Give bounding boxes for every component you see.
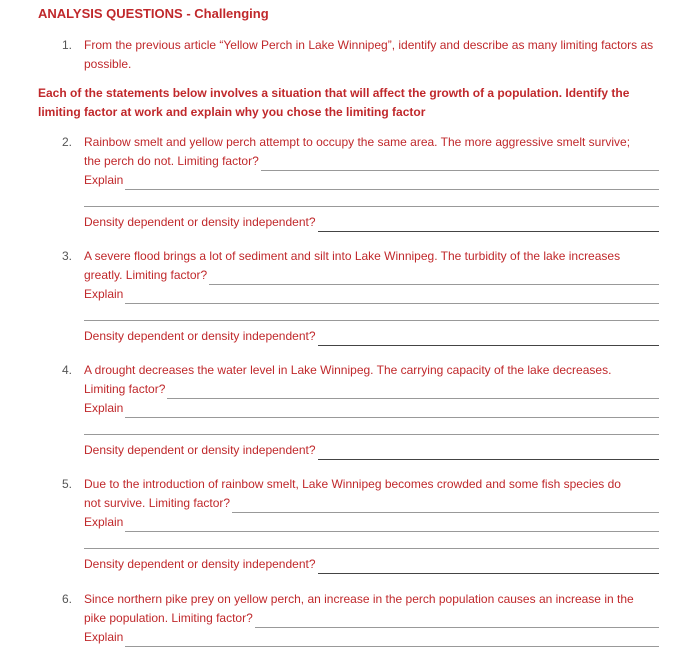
limiting-factor-answer-line[interactable] (232, 499, 659, 513)
question-number: 6. (62, 592, 73, 606)
question-text-line: A severe flood brings a lot of sediment and silt into Lake Winnipeg. The turbidity of the lake increases (84, 249, 621, 263)
explain-answer-line-2[interactable] (84, 529, 659, 549)
instructions: Each of the statements below involves a situation that will affect the growth of a population. Identify the limiting factor at work and explain why you chose the limiting factor (38, 86, 630, 119)
explain-answer-line[interactable] (125, 176, 659, 190)
explain-answer-line-2[interactable] (84, 301, 659, 321)
question-number: 2. (62, 135, 73, 149)
explain-answer-line[interactable] (125, 518, 659, 532)
limiting-factor-prompt: pike population. Limiting factor? (84, 611, 253, 625)
question-text-line: Rainbow smelt and yellow perch attempt to occupy the same area. The more aggressive smelt survive; (84, 135, 631, 149)
explain-answer-line[interactable] (125, 633, 659, 647)
limiting-factor-answer-line[interactable] (167, 385, 659, 399)
explain-label: Explain (84, 515, 124, 529)
explain-answer-line[interactable] (125, 404, 659, 418)
explain-label: Explain (84, 630, 124, 644)
page-title: ANALYSIS QUESTIONS - Challenging (38, 6, 269, 21)
explain-label: Explain (84, 287, 124, 301)
density-answer-line[interactable] (318, 332, 659, 346)
density-answer-line[interactable] (318, 446, 659, 460)
question-number: 1. (62, 38, 73, 52)
density-label: Density dependent or density independent? (84, 329, 316, 343)
limiting-factor-prompt: greatly. Limiting factor? (84, 268, 208, 282)
limiting-factor-answer-line[interactable] (209, 271, 659, 285)
question-number: 3. (62, 249, 73, 263)
question-text-line: Since northern pike prey on yellow perch, an increase in the perch population causes an increase in the (84, 592, 634, 606)
limiting-factor-prompt: Limiting factor? (84, 382, 166, 396)
density-answer-line[interactable] (318, 218, 659, 232)
limiting-factor-answer-line[interactable] (255, 614, 659, 628)
density-label: Density dependent or density independent? (84, 443, 316, 457)
explain-label: Explain (84, 173, 124, 187)
limiting-factor-prompt: the perch do not. Limiting factor? (84, 154, 259, 168)
density-label: Density dependent or density independent? (84, 557, 316, 571)
explain-label: Explain (84, 401, 124, 415)
limiting-factor-answer-line[interactable] (261, 157, 659, 171)
density-label: Density dependent or density independent? (84, 215, 316, 229)
explain-answer-line[interactable] (125, 290, 659, 304)
question-text: From the previous article “Yellow Perch in Lake Winnipeg”, identify and describe as many limiting factors as possible. (84, 38, 654, 71)
limiting-factor-prompt: not survive. Limiting factor? (84, 496, 231, 510)
explain-answer-line-2[interactable] (84, 187, 659, 207)
question-text-line: Due to the introduction of rainbow smelt, Lake Winnipeg becomes crowded and some fish species do (84, 477, 621, 491)
density-answer-line[interactable] (318, 560, 659, 574)
explain-answer-line-2[interactable] (84, 415, 659, 435)
question-text-line: A drought decreases the water level in Lake Winnipeg. The carrying capacity of the lake decreases. (84, 363, 612, 377)
question-number: 5. (62, 477, 73, 491)
question-number: 4. (62, 363, 73, 377)
